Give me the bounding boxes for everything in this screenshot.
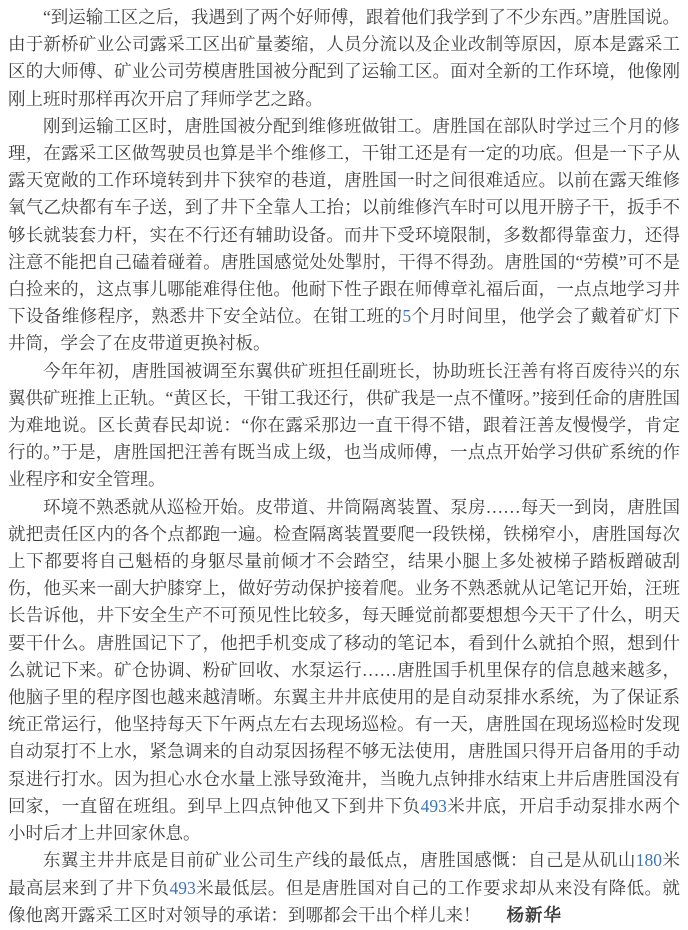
text-run: 米最高层来到了井下负 (8, 850, 681, 898)
paragraph (8, 847, 680, 929)
highlight-number: 5 (402, 306, 412, 327)
text-run: 米井底，开启手动泵排水两个小时后才上井回家休息。 (8, 795, 680, 844)
paragraph (8, 494, 680, 848)
text-run: 米最低层。但是唐胜国对自己的工作要求却从来没有降低。就像他离开露采工区时对领导的承诺：到哪都会干出个样儿来！ (8, 877, 680, 925)
paragraph (8, 358, 680, 494)
text-run: 刚到运输工区时，唐胜国被分配到维修班做钳工。唐胜国在部队时学过三个月的修理，在露采工区做驾驶员也算是半个维修工，干钳工还是有一定的功底。但是一下子从露天宽敞的工作环境转到井下狭窄的巷道，唐胜国一时之间很难适应。以前在露天维修氧气乙炔都有车子送，到了井下全靠人工抬；以前维修汽车时可以甩开膀子干，扳手不够长就装套力杆，实在不行还有辅助设备。而井下受环境限制，多数都得靠蛮力，还得注意不能把自己磕着碰着。唐胜国感觉处处掣肘，干得不得劲。唐胜国的“劳模”可不是白捡来的，这点事儿哪能难得住他。他耐下性子跟在师傅章礼福后面，一点点地学习井下设备维修程序，熟悉井下安全站位。在钳工班的 (8, 115, 680, 327)
author-name: 杨新华 (506, 904, 562, 925)
paragraph (8, 113, 680, 358)
highlight-number: 180 (635, 850, 663, 871)
highlight-number: 493 (169, 877, 196, 898)
text-run: 环境不熟悉就从巡检开始。皮带道、井筒隔离装置、泵房……每天一到岗，唐胜国就把责任区内的各个点都跑一遍。检查隔离装置要爬一段铁梯，铁梯窄小，唐胜国每次上下都要将自己魁梧的身躯尽量前倾才不会踏空，结果小腿上多处被梯子踏板蹭破刮伤，他买来一副大护膝穿上，做好劳动保护接着爬。业务不熟悉就从记笔记开始，汪班长告诉他，井下安全生产不可预见性比较多，每天睡觉前都要想想今天干了什么，明天要干什么。唐胜国记下了，他把手机变成了移动的笔记本，看到什么就拍个照，想到什么就记下来。矿仓协调、粉矿回收、水泵运行……唐胜国手机里保存的信息越来越多，他脑子里的程序图也越来越清晰。东翼主井井底使用的是自动泵排水系统，为了保证系统正常运行，他坚持每天下午两点左右去现场巡检。有一天，唐胜国在现场巡检时发现自动泵打不上水，紧急调来的自动泵因扬程不够无法使用，唐胜国只得开启备用的手动泵进行打水。因为担心水仓水量上涨导致淹井，当晚九点钟排水结束上井后唐胜国没有回家，一直留在班组。到早上四点钟他又下到井下负 (8, 496, 680, 816)
text-run: “到运输工区之后，我遇到了两个好师傅，跟着他们我学到了不少东西。”唐胜国说。由于新桥矿业公司露采工区出矿量萎缩，人员分流以及企业改制等原因，原本是露采工区的大师傅、矿业公司劳模唐胜国被分配到了运输工区。面对全新的工作环境，他像刚刚上班时那样再次开启了拜师学艺之路。 (8, 7, 680, 109)
paragraph (8, 4, 680, 113)
highlight-number: 493 (420, 795, 447, 816)
text-run: 今年年初，唐胜国被调至东翼供矿班担任副班长，协助班长汪善有将百废待兴的东翼供矿班推上正轨。“黄区长，干钳工我还行，供矿我是一点不懂呀。”接到任命的唐胜国为难地说。区长黄春民却说：“你在露采那边一直干得不错，跟着汪善友慢慢学，肯定行的。”于是，唐胜国把汪善有既当成上级，也当成师傅，一点点开始学习供矿系统的作业程序和安全管理。 (8, 360, 680, 490)
text-run: 东翼主井井底是目前矿业公司生产线的最低点，唐胜国感慨：自己是从矶山 (43, 850, 636, 871)
text-run: 个月时间里，他学会了戴着矿灯下井筒，学会了在皮带道更换衬板。 (8, 306, 681, 354)
